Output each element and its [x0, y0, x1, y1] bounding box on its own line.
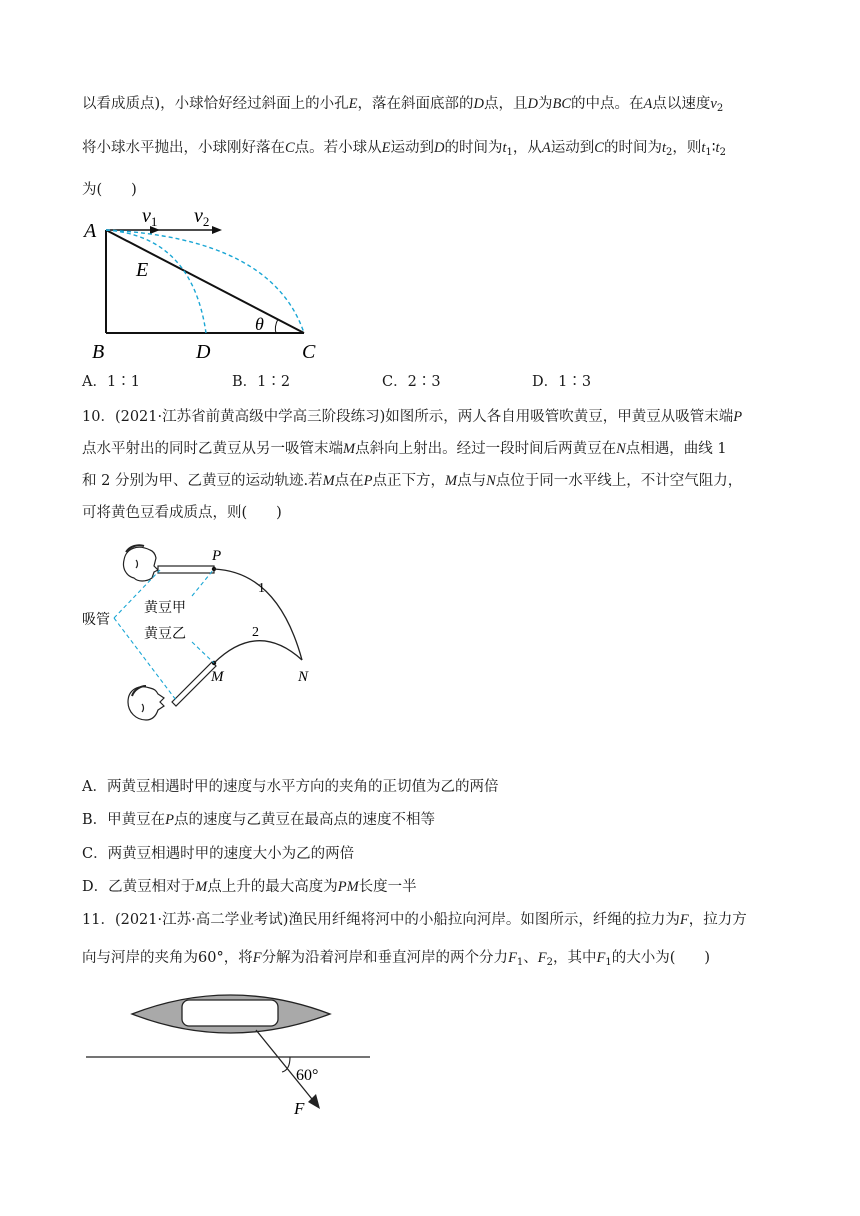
label-P: P [212, 548, 222, 564]
q9-line-3: 为( ) [82, 182, 137, 198]
q10-option-b: B．甲黄豆在P点的速度与乙黄豆在最高点的速度不相等 [82, 812, 436, 828]
label-bean-jia: 黄豆甲 [144, 600, 186, 616]
label-curve-2: 2 [252, 625, 259, 640]
tube-top [158, 566, 214, 573]
incline-figure [80, 198, 340, 366]
label-tube: 吸管 [82, 612, 110, 628]
q9-line-2: 将小球水平抛出，小球刚好落在C点。若小球从E运动到D的时间为$t_1$，从A运动到C的时间为$t_2$，则$t_1∶t_2$ [82, 140, 726, 158]
q9-option-a: A．1∶1 [82, 374, 140, 390]
q11-line-1: 11．(2021·江苏·高二学业考试)渔民用纤绳将河中的小船拉向河岸。如图所示，纤绳的拉力为F，拉力方 [82, 912, 747, 928]
label-C: C [302, 341, 316, 363]
q10-line-4: 可将黄色豆看成质点，则( ) [82, 505, 282, 521]
boat-cabin [182, 1000, 278, 1026]
q9-line-1: 以看成质点)，小球恰好经过斜面上的小孔E，落在斜面底部的D点，且D为BC的中点。在A点以速度$v_2$ [82, 96, 724, 114]
label-bean-yi: 黄豆乙 [144, 626, 186, 642]
q9-option-c: C．2∶3 [382, 374, 441, 390]
v2-arrowhead [212, 226, 222, 234]
label-N: N [298, 669, 309, 685]
label-F: F [294, 1099, 305, 1118]
trajectory-to-D [106, 230, 206, 333]
person-top-icon [123, 545, 158, 581]
q9-option-d: D．1∶3 [532, 374, 592, 390]
label-E: E [136, 259, 149, 281]
label-M: M [211, 669, 224, 685]
label-v2: $v_2$ [194, 205, 210, 229]
label-curve-1: 1 [258, 581, 265, 596]
q10-option-d: D．乙黄豆相对于M点上升的最大高度为PM长度一半 [82, 879, 417, 895]
q11-line-2: 向与河岸的夹角为60°，将F分解为沿着河岸和垂直河岸的两个分力$F_1$、$F_2$，其中$F_1$的大小为( ) [82, 950, 711, 968]
label-D: D [196, 341, 211, 363]
q10-option-c: C．两黄豆相遇时甲的速度大小为乙的两倍 [82, 846, 355, 862]
theta-arc [275, 319, 278, 333]
label-v1: $v_1$ [142, 205, 158, 229]
person-bottom-icon [128, 686, 164, 720]
boat-figure [80, 990, 380, 1120]
q10-line-2: 点水平射出的同时乙黄豆从另一吸管末端M点斜向上射出。经过一段时间后两黄豆在N点相遇，曲线 1 [82, 441, 727, 457]
label-angle: 60° [296, 1067, 319, 1084]
q10-option-a: A．两黄豆相遇时甲的速度与水平方向的夹角的正切值为乙的两倍 [82, 779, 499, 795]
label-B: B [92, 341, 105, 363]
beans-figure [80, 538, 340, 728]
label-theta: θ [255, 314, 264, 334]
label-A: A [84, 220, 97, 242]
trajectory-2 [214, 641, 302, 663]
q10-line-1: 10．(2021·江苏省前黄高级中学高三阶段练习)如图所示，两人各自用吸管吹黄豆，甲黄豆从吸管末端P [82, 409, 743, 425]
q9-option-b: B．1∶2 [232, 374, 291, 390]
q10-line-3: 和 2 分别为甲、乙黄豆的运动轨迹.若M点在P点正下方，M点与N点位于同一水平线上，不计空气阻力， [82, 473, 743, 489]
tube-bottom [172, 662, 216, 706]
